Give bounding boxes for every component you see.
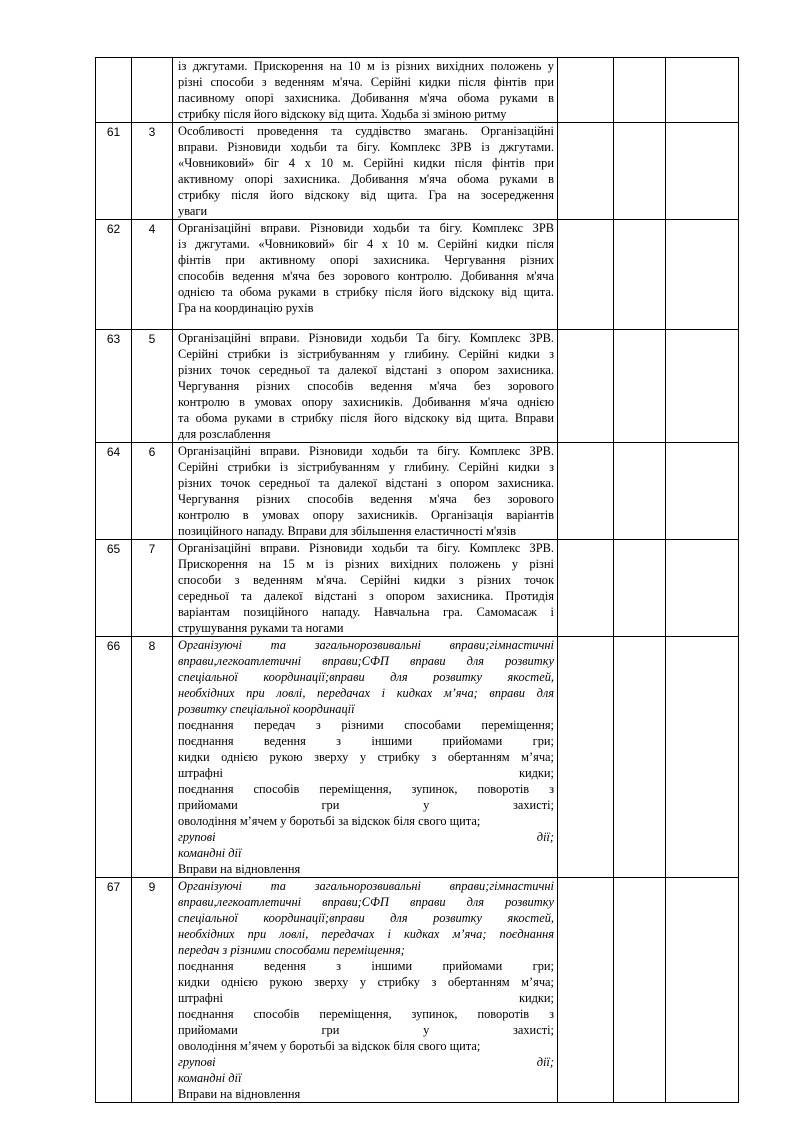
content-line: Гра на координацію рухів xyxy=(178,301,314,315)
table-row xyxy=(96,443,739,540)
lesson-content-cell xyxy=(173,330,558,443)
content-line: варіантам позиційного нападу. Навчальна гра. Самомасаж і xyxy=(178,605,554,619)
content-line: із джгутами. «Човниковий» біг 4 х 10 м. Серійні кидки після xyxy=(178,237,554,251)
week-number-cell: 3 xyxy=(132,123,173,220)
content-line: групові дії; xyxy=(178,830,554,844)
content-line: Організуючі та загальнорозвивальні вправи;гімнастичні xyxy=(178,638,554,652)
table-row xyxy=(96,58,739,123)
week-number-cell xyxy=(132,58,173,123)
hours-cell xyxy=(614,878,666,1103)
content-line: вправи. Різновиди ходьби та бігу. Комплекс ЗРВ із джгутами. xyxy=(178,140,554,154)
content-line: стрибку після його відскоку від щита. Ходьба зі зміною ритму xyxy=(178,107,507,121)
content-line: способів ведення м'яча без зорового контролю. Добивання м'яча xyxy=(178,269,554,283)
content-line: штрафні кидки; xyxy=(178,991,554,1005)
content-line: прийомами гри у захисті; xyxy=(178,1023,554,1037)
table-row xyxy=(96,123,739,220)
content-line: контролю в умовах опору захисників. Добивання м'яча однією xyxy=(178,395,554,409)
lesson-number-cell: 62 xyxy=(96,220,132,330)
content-line: Серійні стрибки із зістрибуванням у глибину. Серійні кидки з xyxy=(178,347,554,361)
notes-cell xyxy=(666,540,739,637)
content-line: необхідних при ловлі, передачах і кидках м’яча; поєднання xyxy=(178,927,554,941)
lesson-number-cell: 66 xyxy=(96,637,132,878)
content-line: активному опорі захисника. Добивання м'яча обома руками в xyxy=(178,172,554,186)
content-line: Особливості проведення та суддівство змагань. Організаційні xyxy=(178,124,554,138)
notes-cell xyxy=(666,637,739,878)
content-line: Чергування різних способів ведення м'яча без зорового xyxy=(178,379,554,393)
notes-cell xyxy=(666,123,739,220)
content-line: спеціальної координації;вправи для розвитку якостей, xyxy=(178,670,554,684)
lesson-number-cell: 63 xyxy=(96,330,132,443)
date-cell xyxy=(558,330,614,443)
week-number-cell: 4 xyxy=(132,220,173,330)
lesson-content-cell xyxy=(173,540,558,637)
lesson-number-cell: 61 xyxy=(96,123,132,220)
date-cell xyxy=(558,878,614,1103)
hours-cell xyxy=(614,443,666,540)
week-number-cell: 7 xyxy=(132,540,173,637)
content-line: Прискорення на 15 м із різних вихідних положень у різні xyxy=(178,557,554,571)
lesson-content-cell xyxy=(173,637,558,878)
lesson-number-cell: 65 xyxy=(96,540,132,637)
content-line: спеціальної координації;вправи для розвитку якостей, xyxy=(178,911,554,925)
hours-cell xyxy=(614,123,666,220)
date-cell xyxy=(558,220,614,330)
content-line: розвитку спеціальної координації xyxy=(178,702,355,716)
table-row xyxy=(96,878,739,1103)
content-line: командні дії xyxy=(178,846,242,860)
content-line: уваги xyxy=(178,204,208,218)
week-number-cell: 5 xyxy=(132,330,173,443)
notes-cell xyxy=(666,443,739,540)
content-line: та обома руками в стрибку після його відскоку від щита. Вправи xyxy=(178,411,554,425)
date-cell xyxy=(558,443,614,540)
lesson-content-cell xyxy=(173,443,558,540)
content-line: Серійні стрибки із зістрибуванням у глибину. Серійні кидки з xyxy=(178,460,554,474)
content-line: кидки однією рукою зверху у стрибку з обертанням м’яча; xyxy=(178,975,554,989)
date-cell xyxy=(558,123,614,220)
content-line: Організаційні вправи. Різновиди ходьби Та бігу. Комплекс ЗРВ. xyxy=(178,331,554,345)
notes-cell xyxy=(666,878,739,1103)
content-line: позиційного нападу. Вправи для збільшення еластичності м'язів xyxy=(178,524,517,538)
content-line: поєднання ведення з іншими прийомами гри; xyxy=(178,959,554,973)
content-line: контролю в умовах опору захисників. Організація варіантів xyxy=(178,508,554,522)
lesson-content-cell xyxy=(173,123,558,220)
content-line: необхідних при ловлі, передачах і кидках м’яча; вправи для xyxy=(178,686,554,700)
content-line: стрибку після його відскоку від щита. Гра на зосередження xyxy=(178,188,554,202)
hours-cell xyxy=(614,540,666,637)
content-line: різні способи з веденням м'яча. Серійні кидки після фінтів при xyxy=(178,75,554,89)
lesson-content-cell xyxy=(173,58,558,123)
hours-cell xyxy=(614,637,666,878)
content-line: різних точок середньої та далекої відстані з опором захисника. xyxy=(178,476,554,490)
lesson-plan-body xyxy=(96,58,739,1103)
content-line: Організаційні вправи. Різновиди ходьби та бігу. Комплекс ЗРВ xyxy=(178,221,554,235)
table-row xyxy=(96,637,739,878)
notes-cell xyxy=(666,330,739,443)
content-line: вправи,легкоатлетичні вправи;СФП вправи для розвитку xyxy=(178,895,554,909)
lesson-number-cell: 64 xyxy=(96,443,132,540)
hours-cell xyxy=(614,58,666,123)
content-line: із джгутами. Прискорення на 10 м із різних вихідних положень у xyxy=(178,59,554,73)
content-line: Організаційні вправи. Різновиди ходьби та бігу. Комплекс ЗРВ. xyxy=(178,444,554,458)
content-line: однією та обома руками в стрибку після його відскоку від щита. xyxy=(178,285,554,299)
date-cell xyxy=(558,540,614,637)
content-line: пасивному опорі захисника. Добивання м'яча обома руками в xyxy=(178,91,554,105)
table-row xyxy=(96,330,739,443)
content-line: передач з різними способами переміщення; xyxy=(178,943,405,957)
week-number-cell: 9 xyxy=(132,878,173,1103)
hours-cell xyxy=(614,330,666,443)
table-row xyxy=(96,540,739,637)
date-cell xyxy=(558,637,614,878)
content-line: для розслаблення xyxy=(178,427,271,441)
date-cell xyxy=(558,58,614,123)
content-line: прийомами гри у захисті; xyxy=(178,798,554,812)
content-line: Організаційні вправи. Різновиди ходьби та бігу. Комплекс ЗРВ. xyxy=(178,541,554,555)
content-line: командні дії xyxy=(178,1071,242,1085)
lesson-number-cell xyxy=(96,58,132,123)
content-line: Вправи на відновлення xyxy=(178,862,301,876)
lesson-plan-table xyxy=(95,57,739,1103)
table-row xyxy=(96,220,739,330)
content-line: Вправи на відновлення xyxy=(178,1087,301,1101)
lesson-content-cell xyxy=(173,878,558,1103)
hours-cell xyxy=(614,220,666,330)
content-line: «Човниковий» біг 4 х 10 м. Серійні кидки після фінтів при xyxy=(178,156,554,170)
notes-cell xyxy=(666,58,739,123)
content-line: вправи,легкоатлетичні вправи;СФП вправи для розвитку xyxy=(178,654,554,668)
content-line: Чергування різних способів ведення м'яча без зорового xyxy=(178,492,554,506)
week-number-cell: 8 xyxy=(132,637,173,878)
lesson-content-cell xyxy=(173,220,558,330)
notes-cell xyxy=(666,220,739,330)
content-line: кидки однією рукою зверху у стрибку з обертанням м’яча; xyxy=(178,750,554,764)
content-line: поєднання ведення з іншими прийомами гри; xyxy=(178,734,554,748)
content-line: фінтів при активному опорі захисника. Чергування різних xyxy=(178,253,554,267)
content-line: способи з веденням м'яча. Серійні кидки з різних точок xyxy=(178,573,554,587)
content-line: групові дії; xyxy=(178,1055,554,1069)
content-line: різних точок середньої та далекої відстані з опором захисника. xyxy=(178,363,554,377)
content-line: Організуючі та загальнорозвивальні вправи;гімнастичні xyxy=(178,879,554,893)
content-line: поєднання способів переміщення, зупинок, поворотів з xyxy=(178,782,554,796)
lesson-number-cell: 67 xyxy=(96,878,132,1103)
week-number-cell: 6 xyxy=(132,443,173,540)
content-line: штрафні кидки; xyxy=(178,766,554,780)
content-line: оволодіння м’ячем у боротьбі за відскок біля свого щита; xyxy=(178,1039,481,1053)
content-line: середньої та далекої відстані з опором захисника. Протидія xyxy=(178,589,554,603)
content-line: поєднання передач з різними способами переміщення; xyxy=(178,718,554,732)
content-line: оволодіння м’ячем у боротьбі за відскок біля свого щита; xyxy=(178,814,481,828)
content-line: струшування руками та ногами xyxy=(178,621,344,635)
content-line: поєднання способів переміщення, зупинок, поворотів з xyxy=(178,1007,554,1021)
